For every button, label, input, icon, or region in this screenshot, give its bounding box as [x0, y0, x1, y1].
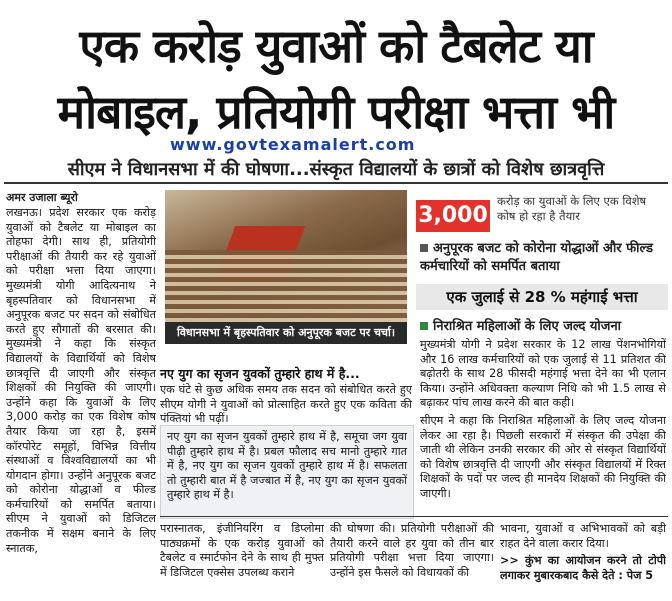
divider [160, 516, 668, 517]
side-point-1-text: अनुपूरक बजट को कोरोना योद्धाओं और फील्ड कर्मचारियों को समर्पित बताया [420, 241, 653, 274]
highlight-text: करोड़ का युवाओं के लिए एक विशेष कोष हो रहा है तैयार [497, 194, 647, 223]
photo-caption: विधानसभा में बृहस्पतिवार को अनुपूरक बजट पर चर्चा। [165, 322, 407, 344]
watermark: www.govtexamalert.com [170, 135, 416, 154]
photo-benches [165, 250, 407, 322]
poem-box [160, 425, 414, 519]
side-heading-2 [420, 318, 666, 336]
highlight-number: 3,000 [416, 200, 490, 232]
side-point-1 [420, 240, 666, 276]
page-link[interactable]: >> कुंभ का आयोजन करने तो टोपी लगाकर मुबारकबाद कैसे देते : पेज 5 [500, 554, 666, 582]
side-heading-2-text: निराश्रित महिलाओं के लिए जल्द योजना [433, 319, 622, 334]
headline-line-1: एक करोड़ युवाओं को टैबलेट या [79, 19, 593, 73]
byline: अमर उजाला ब्यूरो [6, 191, 78, 204]
bottom-column-2: परास्नातक, इंजीनियरिंग व डिप्लोमा पाठ्यक्रमों के एक करोड़ युवाओं को टैबलेट व स्मार्टफोन देने के साथ ही मुफ्त में डिजिटल एक्सेस उपलब्ध कराने [160, 522, 324, 579]
headline-line-2: मोबाइल, प्रतियोगी परीक्षा भत्ता भी [57, 85, 615, 139]
poem-text: नए युग का सृजन युवकों तुम्हारे हाथ में है, समूचा जग युवा पीढ़ी तुम्हारे हाथ में है। प्रबल फौलाद सच मानो तुम्हारे गात में है, नए युग का सृजन युवकों तुम्हारे हाथ में है। सफलता तो तुम्हारी बात में है जज्बात में है, नए युग का सृजन युवकों तुम्हारे हाथ में है। [167, 430, 407, 502]
side-text-3: सीएम ने कहा कि निराश्रित महिलाओं के लिए जल्द योजना लेकर आ रहा है। पिछली सरकारों में संस्कृत की उपेक्षा की जाती थी लेकिन उनकी सरकार की ओर से संस्कृत विद्यार्थियों को विशेष छात्रवृत्ति दी जाएगी और संस्कृत विद्यालयों में रिक्त शिक्षकों के पदों पर जल्द ही मानदेय शिक्षकों की नियुक्ति की जाएगी। [420, 414, 666, 500]
da-banner: एक जुलाई से 28 % महंगाई भत्ता [416, 284, 668, 310]
bottom-column-3: की घोषणा की। प्रतियोगी परीक्षाओं की तैयारी करने वाले हर युवा को तीन बार प्रतियोगी परीक्षा भत्ता दिया जाएगा। उन्होंने इस फैसले को विधायकों की [330, 522, 494, 579]
bottom-column-4: भावना, युवाओं व अभिभावकों को बड़ी राहत देने वाला करार दिया। [500, 522, 666, 550]
bullet-square-icon [420, 322, 428, 330]
divider [4, 182, 668, 184]
poem-box-intro: एक घंटे से कुछ अधिक समय तक सदन को संबोधित करते हुए सीएम योगी ने युवाओं को प्रोत्साहित करते हुए एक कविता की पंक्तियां भी पढ़ीं। [160, 383, 412, 426]
column-1-text: लखनऊ। प्रदेश सरकार एक करोड़ युवाओं को टैबलेट या मोबाइल का तोहफा देगी। साथ ही, प्रतियोगी परीक्षाओं की तैयारी कर रहे युवाओं को परीक्षा भत्ता दिया जाएगा। मुख्यमंत्री योगी आदित्यनाथ ने बृहस्पतिवार को विधानसभा में अनुपूरक बजट पर सदन को संबोधित करते हुए सौगातों की बरसात की। मुख्यमंत्री ने कहा कि संस्कृत विद्यालयों के विद्यार्थियों को विशेष छात्रवृत्ति दी जाएगी और संस्कृत शिक्षकों की नियुक्ति की जाएगी। उन्होंने कहा कि युवाओं के लिए 3,000 करोड़ का एक विशेष कोष तैयार किया जा रहा है, इसमें कॉरपोरेट समूहों, विभिन्न वित्तीय संस्थाओं व विश्वविद्यालयों का भी योगदान होगा। उन्होंने अनुपूरक बजट को कोरोना योद्धाओं व फील्ड कर्मचारियों को समर्पित बताया। सीएम ने युवाओं को डिजिटल तकनीक में सक्षम बनाने के लिए स्नातक, [6, 206, 156, 555]
subheadline: सीएम ने विधानसभा में की घोषणा...संस्कृत विद्यालयों के छात्रों को विशेष छात्रवृत्ति [67, 159, 605, 180]
assembly-photo [165, 190, 407, 322]
poem-box-heading: नए युग का सृजन युवकों तुम्हारे हाथ में है... [160, 366, 360, 381]
bullet-square-icon [420, 244, 428, 252]
side-text-2: मुख्यमंत्री योगी ने प्रदेश सरकार के 12 लाख पेंशनभोगियों और 16 लाख कर्मचारियों को एक जुलाई से 11 प्रतिशत की बढ़ोतरी के साथ 28 फीसदी महंगाई भत्ता देने का भी एलान किया। उन्होंने अधिवक्ता कल्याण निधि को भी 1.5 लाख से बढ़ाकर पांच लाख करने की बात कही। [420, 338, 666, 410]
